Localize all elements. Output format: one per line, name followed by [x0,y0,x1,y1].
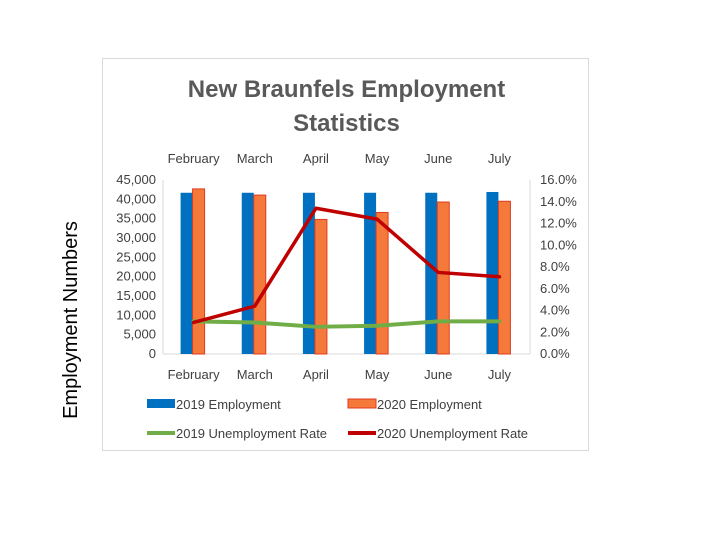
bar-2020-employment [193,189,205,354]
chart-title-line-2: Statistics [293,110,400,137]
chart-title-line-1: New Braunfels Employment [187,76,506,103]
line-2019-unemployment-rate [194,321,500,326]
y2-tick-label: 10.0% [540,237,577,253]
y-tick-label: 25,000 [116,249,156,265]
legend-swatch [348,399,376,408]
x-tick-label-top: February [167,151,220,166]
y2-tick-label: 12.0% [540,215,577,231]
x-tick-label: April [302,367,329,382]
bar-2019-employment [242,193,254,354]
y-tick-label: 20,000 [116,268,156,284]
y2-tick-label: 16.0% [540,172,577,187]
bar-2020-employment [437,202,449,354]
bar-2019-employment [425,193,437,354]
legend-label: 2020 Unemployment Rate [377,426,529,441]
bar-2020-employment [376,212,388,354]
x-tick-label: July [487,367,511,382]
y-axis-title: Employment Numbers [60,221,82,419]
y2-tick-label: 8.0% [540,259,570,274]
x-tick-label-top: June [424,151,453,166]
chart-container [102,58,589,451]
y2-tick-label: 0.0% [540,346,570,361]
x-tick-label: May [364,367,390,382]
legend-label: 2020 Employment [377,397,482,412]
legend-swatch [147,399,175,408]
x-tick-label: March [236,367,273,382]
legend-label: 2019 Unemployment Rate [176,426,328,441]
chart-svg [103,59,590,452]
bar-2020-employment [254,195,266,354]
bar-2019-employment [181,193,193,354]
x-tick-label-top: July [487,151,511,166]
y-tick-label: 5,000 [123,326,156,342]
y-tick-label: 35,000 [116,210,156,226]
y-tick-label: 15,000 [116,288,156,303]
y2-tick-label: 14.0% [540,193,577,209]
x-tick-label-top: May [364,151,390,166]
x-tick-label: June [424,367,453,382]
y2-tick-label: 6.0% [540,280,570,296]
y-tick-label: 0 [148,346,156,361]
y-tick-label: 45,000 [116,172,156,187]
y-tick-label: 40,000 [116,191,156,207]
y-tick-label: 10,000 [116,307,156,323]
y2-tick-label: 2.0% [540,324,570,340]
y2-tick-label: 4.0% [540,302,570,318]
x-tick-label: February [167,367,220,382]
y-tick-label: 30,000 [116,230,156,245]
x-tick-label-top: March [236,151,273,166]
x-tick-label-top: April [302,151,329,166]
line-2020-unemployment-rate [194,208,500,322]
legend-label: 2019 Employment [176,397,281,412]
bar-2020-employment [315,219,327,354]
bar-2019-employment [486,192,498,354]
